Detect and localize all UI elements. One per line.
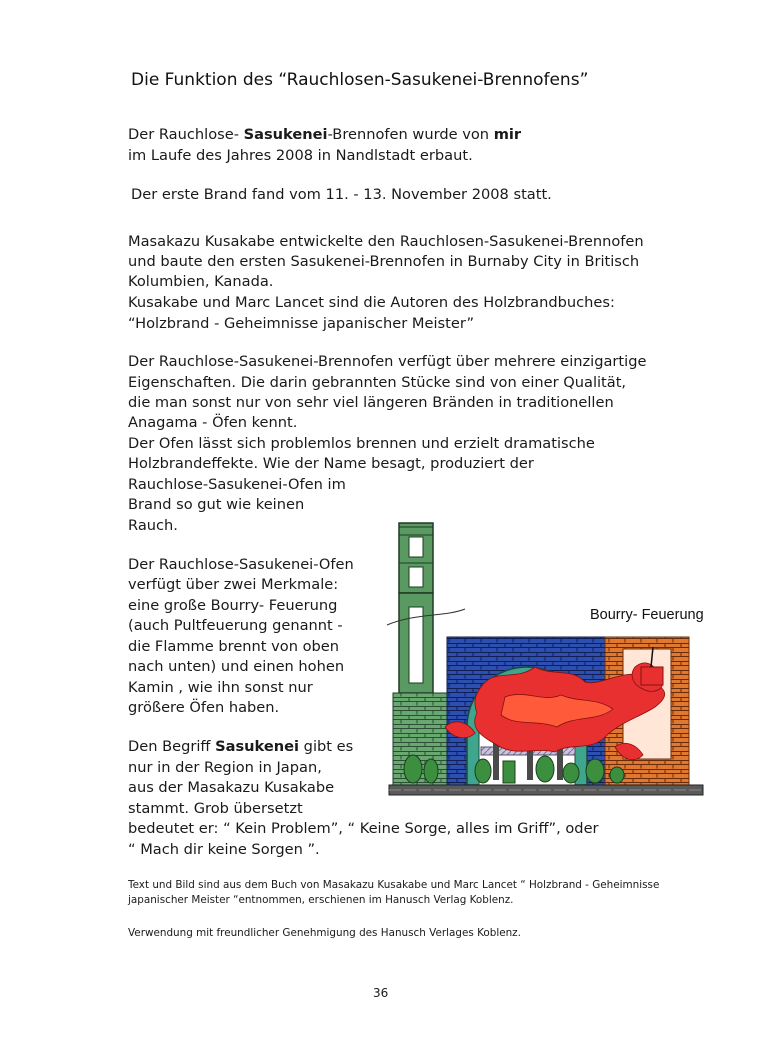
para5-line: (auch Pultfeuerung genannt - (128, 617, 343, 634)
para4-line: Holzbrandeffekte. Wie der Name besagt, produziert der (128, 455, 534, 472)
para4-line: die man sonst nur von sehr viel längeren Bränden in traditionellen (128, 394, 614, 411)
para3-line: Kusakabe und Marc Lancet sind die Autoren des Holzbrandbuches: (128, 294, 615, 311)
para6-text-c: gibt es (299, 738, 354, 755)
sasukenei-term: Sasukenei (243, 126, 328, 143)
para4-line: Rauchlose-Sasukenei-Ofen im (128, 476, 346, 493)
credit-line: Text und Bild sind aus dem Buch von Masakazu Kusakabe und Marc Lancet “ Holzbrand - Geheimnisse (128, 879, 660, 891)
chimney (399, 523, 433, 693)
para5-line: die Flamme brennt von oben (128, 638, 340, 655)
para5-line: Der Rauchlose-Sasukenei-Ofen (128, 556, 354, 573)
para1-line1 (128, 125, 521, 146)
sasukenei-term: Sasukenei (215, 738, 300, 755)
page-title: Die Funktion des “Rauchlosen-Sasukenei-Brennofens” (131, 70, 589, 90)
para3-line: “Holzbrand - Geheimnisse japanischer Meister” (128, 315, 475, 332)
para4-line: Brand so gut wie keinen (128, 496, 305, 513)
para4-line: Anagama - Öfen kennt. (128, 414, 298, 431)
kiln-illustration (385, 517, 707, 799)
mir-term: mir (493, 126, 522, 143)
page-number: 36 (373, 986, 389, 1000)
para6-line: bedeutet er: “ Kein Problem”, “ Keine Sorge, alles im Griff”, oder (128, 820, 599, 837)
permission-note: Verwendung mit freundlicher Genehmigung des Hanusch Verlages Koblenz. (128, 927, 521, 939)
para6-line: nur in der Region in Japan, (128, 759, 322, 776)
para6-line: aus der Masakazu Kusakabe (128, 779, 335, 796)
para3-line: Kolumbien, Kanada. (128, 273, 274, 290)
para5-line: Kamin , wie ihn sonst nur (128, 679, 313, 696)
para5-line: eine große Bourry- Feuerung (128, 597, 338, 614)
para1-text-c: -Brennofen wurde von (327, 126, 494, 143)
bourry-feuerung-label: Bourry- Feuerung (590, 607, 704, 623)
credit-line: japanischer Meister “entnommen, erschienen im Hanusch Verlag Koblenz. (128, 894, 514, 906)
para3-line: Masakazu Kusakabe entwickelte den Rauchlosen-Sasukenei-Brennofen (128, 233, 644, 250)
para5-line: größere Öfen haben. (128, 699, 280, 716)
para4-line: Rauch. (128, 517, 178, 534)
para6-line1 (128, 737, 353, 758)
para6-text-a: Den Begriff (128, 738, 216, 755)
para1-line2: im Laufe des Jahres 2008 in Nandlstadt erbaut. (128, 147, 473, 164)
para6-line: “ Mach dir keine Sorgen ”. (128, 841, 320, 858)
para3-line: und baute den ersten Sasukenei-Brennofen in Burnaby City in Britisch (128, 253, 640, 270)
para4-line: Der Ofen lässt sich problemlos brennen und erzielt dramatische (128, 435, 595, 452)
para4-line: Eigenschaften. Die darin gebrannten Stücke sind von einer Qualität, (128, 374, 627, 391)
para6-line: stammt. Grob übersetzt (128, 800, 303, 817)
para4-line: Der Rauchlose-Sasukenei-Brennofen verfügt über mehrere einzigartige (128, 353, 647, 370)
first-firing-date: Der erste Brand fand vom 11. - 13. November 2008 statt. (131, 186, 552, 203)
para5-line: nach unten) und einen hohen (128, 658, 345, 675)
para1-text-a: Der Rauchlose- (128, 126, 244, 143)
para5-line: verfügt über zwei Merkmale: (128, 576, 339, 593)
